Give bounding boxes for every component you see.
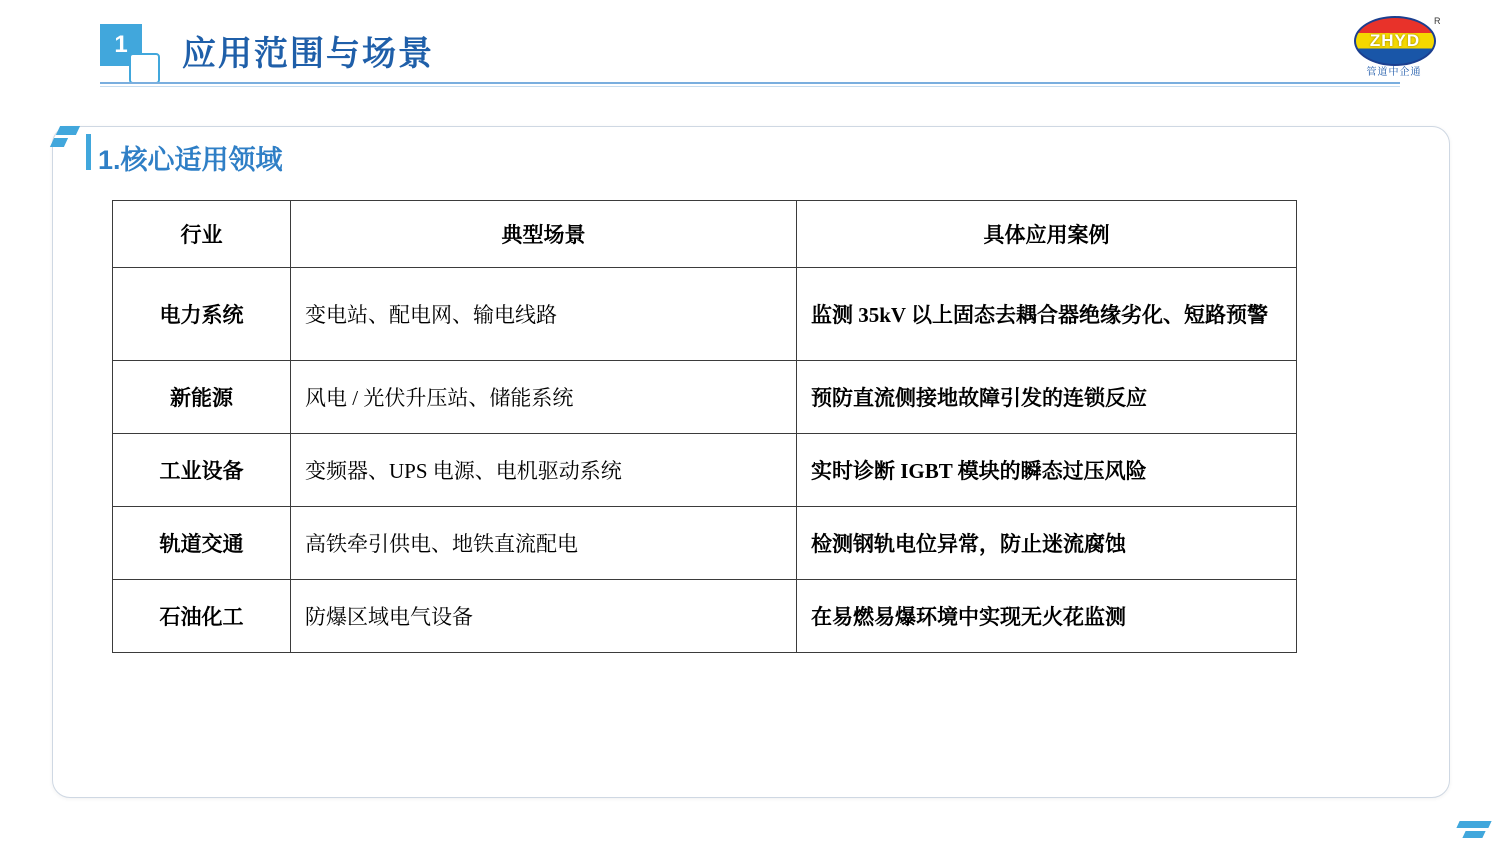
application-table-wrapper bbox=[112, 200, 1296, 653]
slide-header bbox=[0, 0, 1500, 96]
registered-trademark-icon: R bbox=[1434, 16, 1441, 26]
cell-industry: 工业设备 bbox=[113, 434, 291, 507]
cell-case: 在易燃易爆环境中实现无火花监测 bbox=[797, 580, 1297, 653]
corner-decoration-icon bbox=[1456, 816, 1490, 838]
cell-industry: 电力系统 bbox=[113, 268, 291, 361]
application-table bbox=[112, 200, 1297, 653]
table-row bbox=[113, 268, 1297, 361]
cell-scenario: 防爆区域电气设备 bbox=[291, 580, 797, 653]
cell-case: 预防直流侧接地故障引发的连锁反应 bbox=[797, 361, 1297, 434]
cell-case: 实时诊断 IGBT 模块的瞬态过压风险 bbox=[797, 434, 1297, 507]
section-accent-bar bbox=[86, 134, 91, 170]
cell-scenario: 变频器、UPS 电源、电机驱动系统 bbox=[291, 434, 797, 507]
card-flag-icon bbox=[52, 126, 80, 148]
logo-oval-icon bbox=[1354, 16, 1436, 66]
logo-text: ZHYD bbox=[1369, 31, 1421, 50]
table-row bbox=[113, 434, 1297, 507]
cell-scenario: 变电站、配电网、输电线路 bbox=[291, 268, 797, 361]
cell-case: 检测钢轨电位异常，防止迷流腐蚀 bbox=[797, 507, 1297, 580]
column-header-industry: 行业 bbox=[113, 201, 291, 268]
table-row bbox=[113, 580, 1297, 653]
cell-industry: 石油化工 bbox=[113, 580, 291, 653]
section-title: 1.核心适用领域 bbox=[98, 145, 283, 175]
cell-industry: 轨道交通 bbox=[113, 507, 291, 580]
cell-industry: 新能源 bbox=[113, 361, 291, 434]
slide-number-badge: 1 bbox=[100, 24, 142, 66]
cell-case: 监测 35kV 以上固态去耦合器绝缘劣化、短路预警 bbox=[797, 268, 1297, 361]
column-header-case: 具体应用案例 bbox=[797, 201, 1297, 268]
table-row bbox=[113, 507, 1297, 580]
cell-scenario: 高铁牵引供电、地铁直流配电 bbox=[291, 507, 797, 580]
page-title: 应用范围与场景 bbox=[182, 35, 434, 73]
logo-subtitle: 管道中企通 bbox=[1366, 67, 1422, 78]
table-row bbox=[113, 361, 1297, 434]
column-header-scenario: 典型场景 bbox=[291, 201, 797, 268]
cell-scenario: 风电 / 光伏升压站、储能系统 bbox=[291, 361, 797, 434]
table-header-row bbox=[113, 201, 1297, 268]
company-logo bbox=[1346, 14, 1442, 80]
header-divider bbox=[100, 82, 1400, 84]
slide-number-square-decoration bbox=[129, 53, 160, 84]
header-divider-secondary bbox=[100, 86, 1400, 87]
